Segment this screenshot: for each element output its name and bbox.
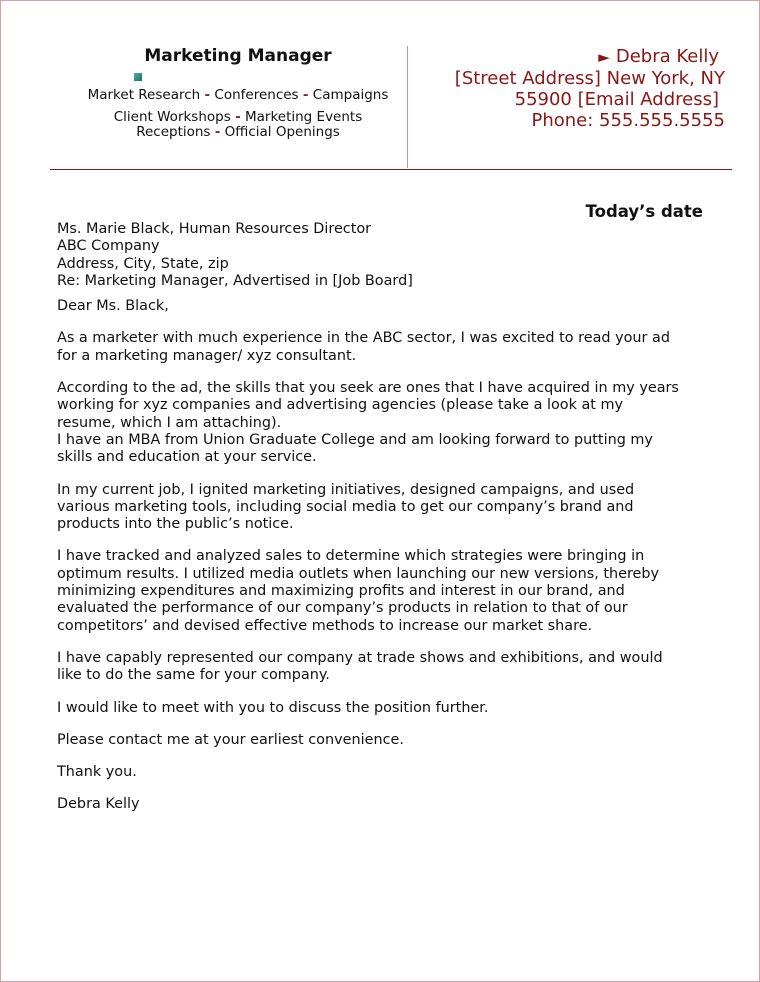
- job-title: Marketing Manager: [144, 46, 332, 66]
- skill-separator: -: [235, 109, 241, 125]
- regarding-line: Re: Marketing Manager, Advertised in [Job Board]: [57, 272, 413, 289]
- recipient-block: [57, 221, 707, 290]
- skill-item: Marketing Events: [244, 109, 363, 125]
- skill-separator: -: [204, 87, 211, 103]
- contact-address-line2: 55900 [Email Address]: [514, 89, 719, 110]
- skills-row: [60, 88, 416, 103]
- skill-item: Client Workshops: [113, 109, 231, 125]
- skill-separator: -: [302, 87, 309, 103]
- triangle-right-icon: ►: [598, 48, 610, 66]
- contact-phone: Phone: 555.555.5555: [531, 110, 725, 131]
- line: competitors’ and devised effective methods to increase our market share.: [57, 617, 593, 634]
- contact-address-line1: [Street Address] New York, NY: [454, 68, 725, 89]
- line: minimizing expenditures and maximizing profits and interest in our brand, and: [57, 583, 625, 600]
- header-divider-vertical: [407, 46, 408, 168]
- salutation: Dear Ms. Black,: [57, 298, 169, 315]
- line: I have an MBA from Union Graduate College and am looking forward to putting my: [57, 431, 653, 448]
- paragraph: [57, 482, 707, 534]
- closing: Thank you.: [57, 764, 137, 781]
- paragraph: [57, 330, 707, 365]
- paragraph: I would like to meet with you to discuss the position further.: [57, 699, 489, 716]
- skill-item: Official Openings: [224, 124, 340, 140]
- skill-item: Campaigns: [312, 87, 389, 103]
- recipient-name: Ms. Marie Black, Human Resources Director: [57, 221, 372, 237]
- contact-name-line: [455, 46, 719, 68]
- contact-block: [455, 46, 725, 131]
- recipient-company: ABC Company: [57, 238, 160, 255]
- letter-body: [57, 221, 707, 829]
- line: various marketing tools, including social media to get our company’s brand and: [57, 498, 634, 515]
- line: I have tracked and analyzed sales to determine which strategies were bringing in: [57, 548, 645, 565]
- line: products into the public’s notice.: [57, 516, 294, 533]
- letter-date: Today’s date: [585, 202, 703, 221]
- line: for a marketing manager/ xyz consultant.: [57, 347, 357, 364]
- bullet-square-icon: [134, 73, 142, 81]
- line: As a marketer with much experience in the ABC sector, I was excited to read your ad: [57, 330, 670, 347]
- line: like to do the same for your company.: [57, 667, 330, 684]
- skills-row: [60, 110, 416, 125]
- line: skills and education at your service.: [57, 449, 317, 466]
- paragraph: [57, 548, 707, 634]
- paragraph: [57, 650, 707, 685]
- recipient-address: Address, City, State, zip: [57, 255, 229, 272]
- line: According to the ad, the skills that you seek are ones that I have acquired in my years: [57, 380, 679, 397]
- skill-item: Receptions: [136, 124, 211, 140]
- contact-name: Debra Kelly: [615, 46, 719, 67]
- skills-list: [60, 88, 416, 140]
- skill-item: Conferences: [214, 87, 299, 103]
- paragraph: [57, 380, 707, 466]
- skill-separator: -: [214, 124, 221, 140]
- line: resume, which I am attaching).: [57, 414, 282, 431]
- line: In my current job, I ignited marketing initiatives, designed campaigns, and used: [57, 481, 635, 498]
- skill-item: Market Research: [87, 87, 201, 103]
- line: optimum results. I utilized media outlets when launching our new versions, thereby: [57, 565, 660, 582]
- paragraph: Please contact me at your earliest convenience.: [57, 731, 404, 748]
- header-divider-horizontal: [50, 169, 732, 170]
- line: working for xyz companies and advertising agencies (please take a look at my: [57, 397, 624, 414]
- signature: Debra Kelly: [57, 796, 140, 813]
- header-left: [60, 46, 416, 140]
- line: evaluated the performance of our company’s products in relation to that of our: [57, 600, 628, 617]
- line: I have capably represented our company at trade shows and exhibitions, and would: [57, 649, 663, 666]
- skills-row: [60, 125, 416, 140]
